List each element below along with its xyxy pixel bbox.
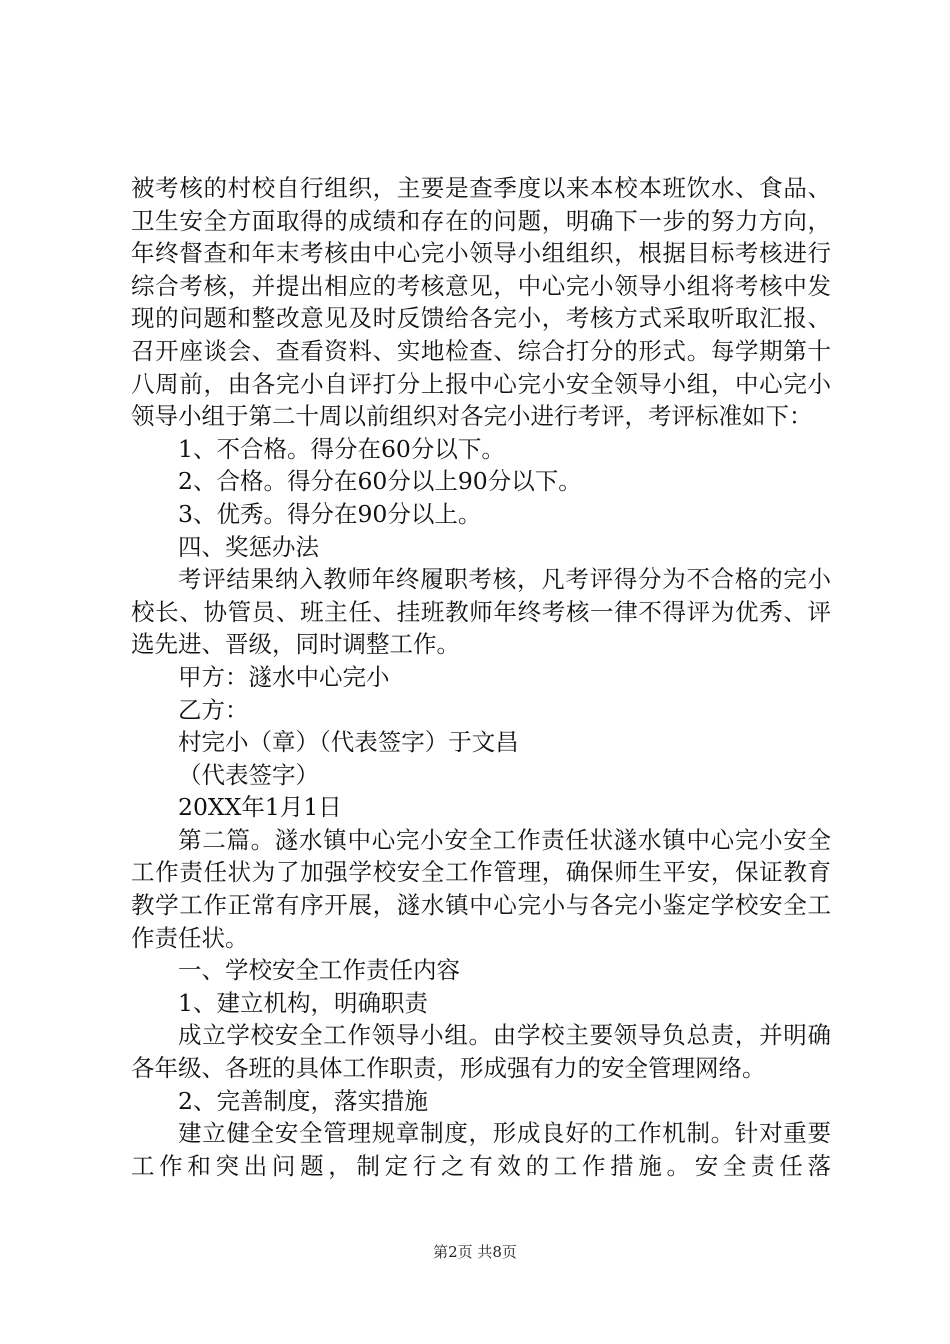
document-body xyxy=(131,172,831,1182)
village-school-signature-line: 村完小（章）（代表签字）于文昌 xyxy=(178,728,519,757)
paragraph-improve-system: 建立健全安全管理规章制度，形成良好的工作机制。针对重要工作和突出问题，制定行之有效的工作措施。安全责任落 xyxy=(131,1119,831,1180)
paragraph-rewards-detail: 考评结果纳入教师年终履职考核，凡考评得分为不合格的完小校长、协管员、班主任、挂班教师年终考核一律不得评为优秀、评选先进、晋级，同时调整工作。 xyxy=(131,565,831,659)
party-a-line: 甲方：澻水中心完小 xyxy=(178,662,390,691)
representative-signature-line: （代表签字） xyxy=(178,760,319,789)
subheading-establish-organization: 1、建立机构，明确职责 xyxy=(178,988,428,1017)
paragraph-grade-excellent: 3、优秀。得分在90分以上。 xyxy=(178,499,482,528)
paragraph-establish-organization: 成立学校安全工作领导小组。由学校主要领导负总责，并明确各年级、各班的具体工作职责，形成强有力的安全管理网络。 xyxy=(131,1021,831,1083)
subheading-improve-system: 2、完善制度，落实措施 xyxy=(178,1086,428,1115)
date-line: 20XX年1月1日 xyxy=(178,793,342,822)
page-number-footer: 第2页 共8页 xyxy=(433,1243,517,1261)
section-heading-rewards: 四、奖惩办法 xyxy=(178,532,319,561)
party-b-line: 乙方： xyxy=(178,695,249,724)
paragraph-second-article-intro: 第二篇。澻水镇中心完小安全工作责任状澻水镇中心完小安全工作责任状为了加强学校安全工作管理，确保师生平安，保证教育教学工作正常有序开展，澻水镇中心完小与各完小鉴定学校安全工作责任状。 xyxy=(131,825,831,952)
section-heading-responsibilities: 一、学校安全工作责任内容 xyxy=(178,956,460,985)
paragraph-assessment-process: 被考核的村校自行组织，主要是查季度以来本校本班饮水、食品、卫生安全方面取得的成绩和存在的问题，明确下一步的努力方向，年终督查和年末考核由中心完小领导小组组织，根据目标考核进行综合考核，并提出相应的考核意见，中心完小领导小组将考核中发现的问题和整改意见及时反馈给各完小，考核方式采取听取汇报、召开座谈会、查看资料、实地检查、综合打分的形式。每学期第十八周前，由各完小自评打分上报中心完小安全领导小组，中心完小领导小组于第二十周以前组织对各完小进行考评，考评标准如下： xyxy=(131,174,831,431)
paragraph-grade-pass: 2、合格。得分在60分以上90分以下。 xyxy=(178,467,582,496)
paragraph-grade-fail: 1、不合格。得分在60分以下。 xyxy=(178,434,505,463)
